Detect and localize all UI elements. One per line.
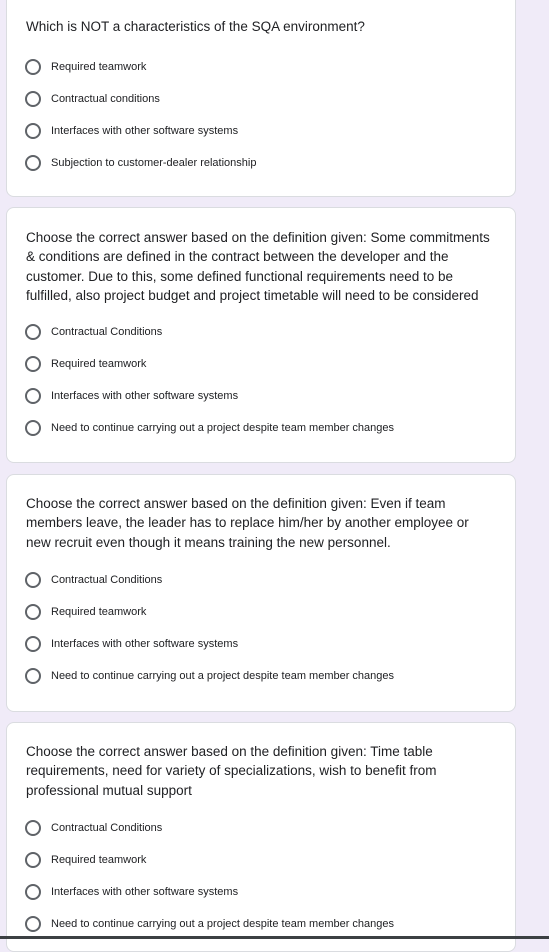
radio-option[interactable] (25, 666, 394, 686)
question-card-2 (6, 207, 516, 463)
option-label: Need to continue carrying out a project despite team member changes (51, 670, 395, 682)
option-label: Required teamwork (51, 854, 147, 866)
radio-button[interactable] (25, 636, 41, 652)
radio-button[interactable] (25, 59, 41, 75)
radio-button[interactable] (25, 916, 41, 932)
radio-button[interactable] (25, 572, 41, 588)
radio-button[interactable] (25, 420, 41, 436)
radio-button[interactable] (25, 852, 41, 868)
option-label: Required teamwork (51, 358, 147, 370)
option-label: Contractual Conditions (51, 822, 163, 834)
radio-option[interactable] (25, 386, 238, 406)
radio-option[interactable] (25, 882, 238, 902)
radio-button[interactable] (25, 604, 41, 620)
radio-button[interactable] (25, 123, 41, 139)
radio-option[interactable] (25, 914, 394, 934)
option-label: Contractual Conditions (51, 574, 163, 586)
radio-option[interactable] (25, 322, 162, 342)
option-label: Interfaces with other software systems (51, 638, 239, 650)
radio-option[interactable] (25, 418, 394, 438)
option-label: Required teamwork (51, 606, 147, 618)
option-label: Subjection to customer-dealer relationship (51, 157, 257, 169)
radio-option[interactable] (25, 570, 162, 590)
radio-option[interactable] (25, 153, 256, 173)
question-card-3 (6, 474, 516, 712)
option-label: Need to continue carrying out a project despite team member changes (51, 422, 395, 434)
question-card-4 (6, 722, 516, 952)
radio-option[interactable] (25, 818, 162, 838)
radio-button[interactable] (25, 91, 41, 107)
option-label: Need to continue carrying out a project despite team member changes (51, 918, 395, 930)
radio-button[interactable] (25, 356, 41, 372)
radio-button[interactable] (25, 884, 41, 900)
question-card-1 (6, 0, 516, 197)
radio-button[interactable] (25, 820, 41, 836)
option-label: Interfaces with other software systems (51, 125, 239, 137)
radio-button[interactable] (25, 324, 41, 340)
radio-option[interactable] (25, 354, 146, 374)
question-text: Choose the correct answer based on the definition given: Time table requirements, need for variety of specializations, wish to benefit from professional mutual support (26, 744, 437, 798)
radio-option[interactable] (25, 602, 146, 622)
question-text: Choose the correct answer based on the definition given: Some commitments & conditions are defined in the contract between the developer and the customer. Due to this, some defined functional requirements need to be fulfilled, also project budget and project timetable will need to be considered (26, 230, 490, 303)
option-label: Interfaces with other software systems (51, 886, 239, 898)
radio-option[interactable] (25, 634, 238, 654)
radio-button[interactable] (25, 668, 41, 684)
radio-option[interactable] (25, 57, 146, 77)
radio-option[interactable] (25, 89, 160, 109)
question-text: Choose the correct answer based on the definition given: Even if team members leave, the leader has to replace him/her by another employee or new recruit even though it means training the new personnel. (26, 496, 469, 550)
option-label: Required teamwork (51, 61, 147, 73)
radio-button[interactable] (25, 155, 41, 171)
radio-button[interactable] (25, 388, 41, 404)
option-label: Contractual conditions (51, 93, 160, 105)
radio-option[interactable] (25, 850, 146, 870)
question-text: Which is NOT a characteristics of the SQA environment? (26, 19, 365, 34)
option-label: Interfaces with other software systems (51, 390, 239, 402)
option-label: Contractual Conditions (51, 326, 163, 338)
radio-option[interactable] (25, 121, 238, 141)
